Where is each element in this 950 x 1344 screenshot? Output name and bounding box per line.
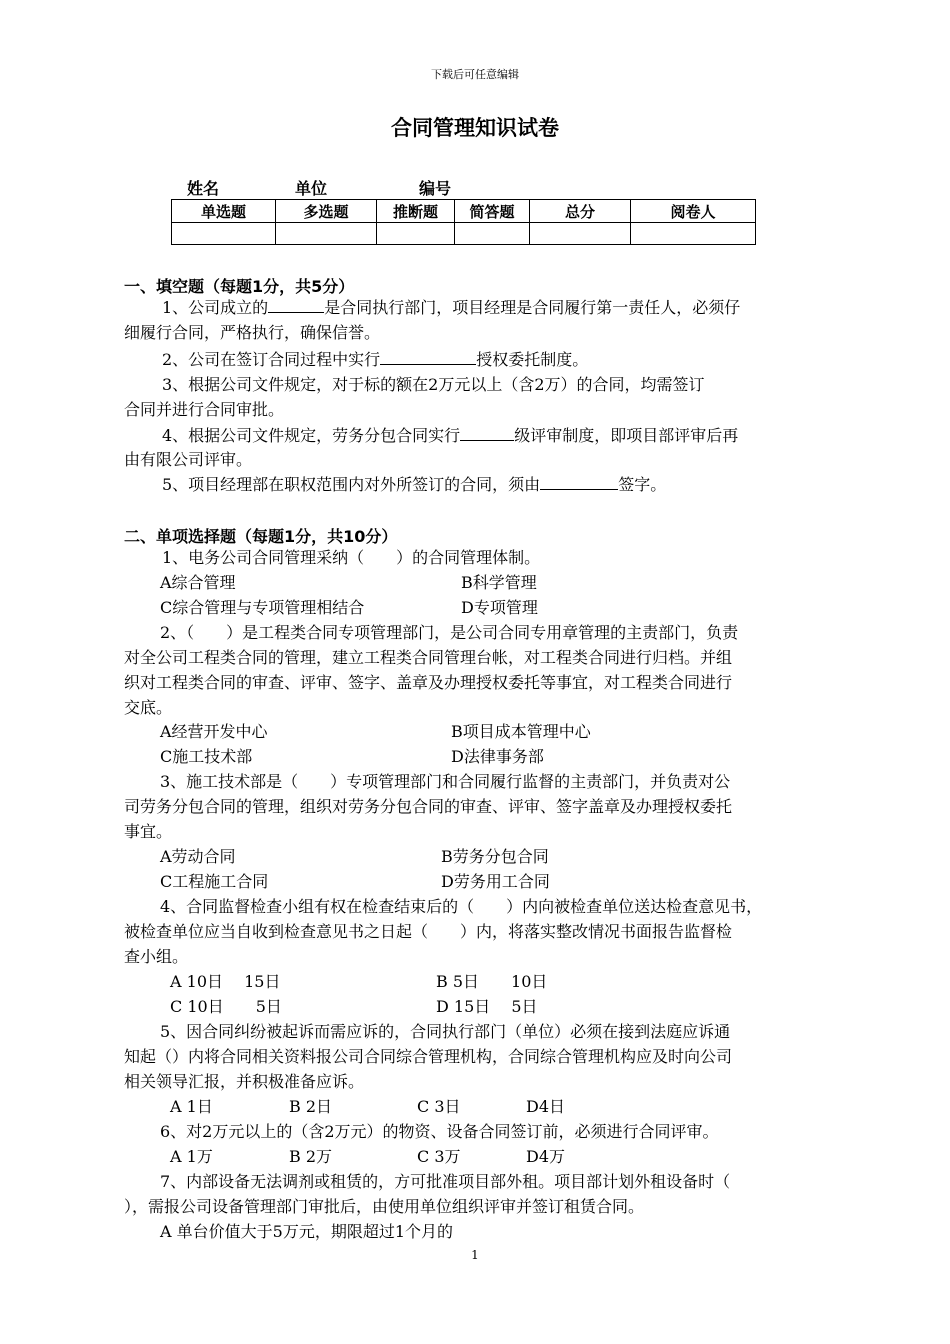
- s1-question-4-cont: 由有限公司评审。: [124, 450, 253, 469]
- s2-q3-option-d: D劳务用工合同: [441, 872, 550, 891]
- score-cell: [455, 223, 530, 245]
- s2-q4-option-d: D 15日 5日: [436, 997, 538, 1016]
- score-cell: [276, 223, 377, 245]
- s2-q7-option-a: A 单台价值大于5万元，期限超过1个月的: [160, 1222, 454, 1241]
- s2-question-5-line: 相关领导汇报，并积极准备应诉。: [124, 1072, 365, 1091]
- s1-question-3-cont: 合同并进行合同审批。: [124, 400, 285, 419]
- s2-q3-option-b: B劳务分包合同: [441, 847, 549, 866]
- s2-question-5-line: 5、因合同纠纷被起诉而需应诉的，合同执行部门（单位）必须在接到法庭应诉通: [160, 1022, 731, 1041]
- number-label: 编号: [419, 179, 452, 198]
- score-cell: [377, 223, 455, 245]
- s2-q6-option-a: A 1万: [170, 1147, 213, 1166]
- score-value-row: [172, 223, 756, 245]
- s2-q1-option-b: B科学管理: [461, 573, 537, 592]
- score-col-multi: 多选题: [276, 200, 377, 223]
- s2-q2-option-c: C施工技术部: [160, 747, 253, 766]
- s2-q2-option-a: A经营开发中心: [160, 722, 268, 741]
- s1-question-2: 2、公司在签订合同过程中实行 授权委托制度。: [162, 350, 589, 369]
- page-header: 下载后可任意编辑: [431, 68, 519, 81]
- s2-question-3-line: 3、施工技术部是（ ）专项管理部门和合同履行监督的主责部门，并负责对公: [160, 772, 731, 791]
- s2-question-3-line: 事宜。: [124, 822, 173, 841]
- s2-question-2-line: 织对工程类合同的审查、评审、签字、盖章及办理授权委托等事宜，对工程类合同进行: [124, 673, 733, 692]
- s1-question-3: 3、根据公司文件规定，对于标的额在2万元以上（含2万）的合同，均需签订: [162, 375, 705, 394]
- score-cell: [631, 223, 756, 245]
- page-number: 1: [471, 1248, 479, 1262]
- s2-question-4-line: 4、合同监督检查小组有权在检查结束后的（ ）内向被检查单位送达检查意见书，: [160, 897, 763, 916]
- score-cell: [530, 223, 631, 245]
- score-col-short: 简答题: [455, 200, 530, 223]
- s2-q1-option-a: A综合管理: [160, 573, 236, 592]
- s2-q6-option-b: B 2万: [289, 1147, 333, 1166]
- score-col-judge: 推断题: [377, 200, 455, 223]
- s2-question-6: 6、对2万元以上的（含2万元）的物资、设备合同签订前，必须进行合同评审。: [160, 1122, 719, 1141]
- score-cell: [172, 223, 276, 245]
- s2-question-7-line: ），需报公司设备管理部门审批后，由使用单位组织评审并签订租赁合同。: [124, 1197, 645, 1216]
- s2-question-2-line: 对全公司工程类合同的管理，建立工程类合同管理台帐，对工程类合同进行归档。并组: [124, 648, 733, 667]
- s2-q5-option-a: A 1日: [170, 1097, 213, 1116]
- s2-question-3-line: 司劳务分包合同的管理，组织对劳务分包合同的审查、评审、签字盖章及办理授权委托: [124, 797, 733, 816]
- section2-title: 二、单项选择题（每题1分，共10分）: [124, 527, 398, 546]
- page-title: 合同管理知识试卷: [391, 116, 559, 140]
- s2-q4-option-c: C 10日 5日: [170, 997, 282, 1016]
- s2-q2-option-b: B项目成本管理中心: [451, 722, 591, 741]
- s2-question-1: 1、电务公司合同管理采纳（ ）的合同管理体制。: [162, 548, 541, 567]
- score-col-total: 总分: [530, 200, 631, 223]
- s2-q3-option-c: C工程施工合同: [160, 872, 269, 891]
- s2-q2-option-d: D法律事务部: [451, 747, 544, 766]
- s2-q5-option-c: C 3日: [417, 1097, 461, 1116]
- s2-question-2-line: 2、（ ）是工程类合同专项管理部门，是公司合同专用章管理的主责部门，负责: [160, 623, 739, 642]
- s2-q4-option-b: B 5日 10日: [436, 972, 548, 991]
- s2-question-4-line: 查小组。: [124, 947, 189, 966]
- score-header-row: [172, 200, 756, 223]
- section1-title: 一、填空题（每题1分，共5分）: [124, 277, 355, 296]
- s2-q1-option-c: C综合管理与专项管理相结合: [160, 598, 365, 617]
- s2-q4-option-a: A 10日 15日: [170, 972, 281, 991]
- s1-question-4: 4、根据公司文件规定，劳务分包合同实行 级评审制度，即项目部评审后再: [162, 426, 739, 445]
- score-col-single: 单选题: [172, 200, 276, 223]
- s2-q3-option-a: A劳动合同: [160, 847, 236, 866]
- s2-question-4-line: 被检查单位应当自收到检查意见书之日起（ ）内，将落实整改情况书面报告监督检: [124, 922, 733, 941]
- s1-question-5: 5、项目经理部在职权范围内对外所签订的合同，须由 签字。: [162, 475, 667, 494]
- s2-question-2-line: 交底。: [124, 698, 173, 717]
- info-row: [187, 176, 451, 199]
- s2-q1-option-d: D专项管理: [461, 598, 538, 617]
- unit-label: 单位: [295, 179, 328, 198]
- score-col-grader: 阅卷人: [631, 200, 756, 223]
- s2-q5-option-d: D4日: [526, 1097, 566, 1116]
- s2-q6-option-d: D4万: [526, 1147, 566, 1166]
- s2-q5-option-b: B 2日: [289, 1097, 333, 1116]
- name-label: 姓名: [187, 179, 220, 198]
- score-table: [171, 199, 756, 245]
- s2-q6-option-c: C 3万: [417, 1147, 461, 1166]
- s2-question-7-line: 7、内部设备无法调剂或租赁的，方可批准项目部外租。项目部计划外租设备时（: [160, 1172, 731, 1191]
- s1-question-1-cont: 细履行合同，严格执行，确保信誉。: [124, 323, 381, 342]
- s1-question-1: 1、公司成立的 是合同执行部门，项目经理是合同履行第一责任人，必须仔: [162, 298, 741, 317]
- s2-question-5-line: 知起（）内将合同相关资料报公司合同综合管理机构，合同综合管理机构应及时向公司: [124, 1047, 733, 1066]
